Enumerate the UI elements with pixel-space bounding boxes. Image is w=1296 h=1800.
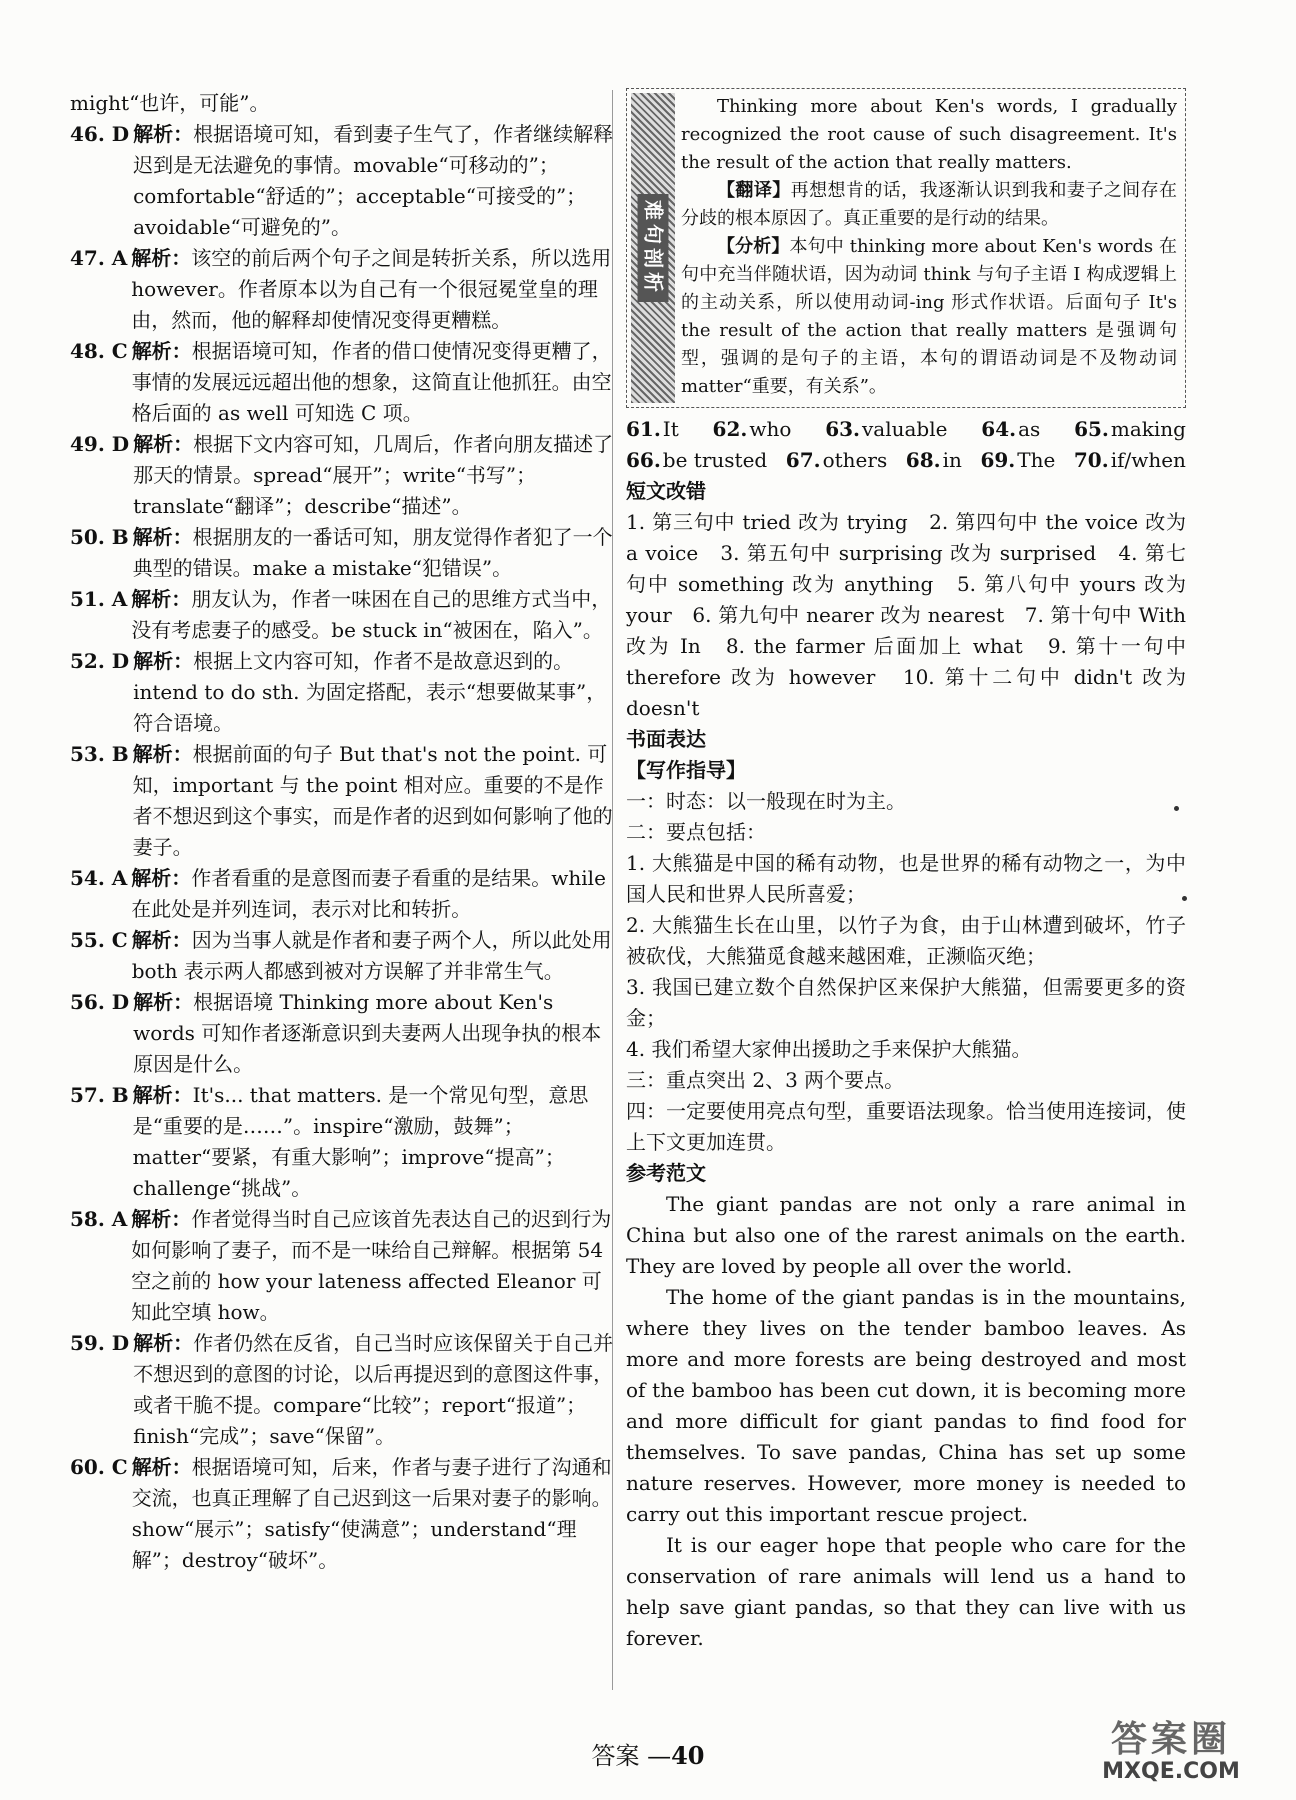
item-number: 50. B	[70, 525, 129, 549]
box-side-banner	[631, 93, 675, 403]
item-text: 根据语境可知，后来，作者与妻子进行了沟通和交流，也真正理解了自己迟到这一后果对妻子的影响。show“展示”；satisfy“使满意”；understand“理解”；destroy“破坏”。	[131, 1455, 612, 1572]
answers-row-1	[626, 414, 1186, 445]
answer-item	[70, 243, 615, 336]
item-text: 作者仍然在反省，自己当时应该保留关于自己并不想迟到的意图的讨论，以后再提迟到的意图这件事，或者干脆不提。compare“比较”；report“报道”；finish“完成”；save“保留”。	[133, 1331, 614, 1448]
item-text: 根据语境可知，作者的借口使情况变得更糟了，事情的发展远远超出他的想象，这简直让他抓狂。由空格后面的 as well 可知选 C 项。	[131, 339, 612, 425]
answer-number: 67.	[785, 448, 821, 472]
item-label: 解析：	[131, 339, 192, 363]
answer-entry	[1074, 445, 1186, 476]
item-label: 解析：	[132, 525, 193, 549]
item-number: 60. C	[70, 1455, 128, 1479]
guide-line: 一：时态：以一般现在时为主。	[626, 789, 906, 813]
answer-word: if/when	[1110, 448, 1186, 472]
answer-word: valuable	[862, 417, 948, 441]
item-body	[133, 987, 615, 1080]
item-number: 46. D	[70, 122, 130, 146]
answer-entry	[713, 414, 792, 445]
item-body	[131, 863, 615, 925]
answer-number: 66.	[626, 448, 661, 472]
item-body	[133, 1080, 615, 1204]
guide-line: 3. 我国已建立数个自然保护区来保护大熊猫，但需要更多的资金；	[626, 975, 1186, 1030]
left-column	[70, 88, 615, 1576]
item-text: 根据语境 Thinking more about Ken's words 可知作者逐渐意识到夫妻两人出现争执的根本原因是什么。	[133, 990, 602, 1076]
item-number: 49. D	[70, 432, 130, 456]
item-label: 解析：	[131, 246, 192, 270]
answer-item	[70, 646, 615, 739]
item-label: 解析：	[132, 1083, 193, 1107]
answers-row-2	[626, 445, 1186, 476]
correction-heading: 短文改错	[626, 479, 706, 503]
item-text: It's... that matters. 是一个常见句型，意思是“重要的是……”。inspire“激励，鼓舞”；matter“要紧，有重大影响”；improve“提高”；challenge“挑战”。	[132, 1083, 589, 1200]
answer-entry	[981, 414, 1040, 445]
item-text: 因为当事人就是作者和妻子两个人，所以此处用 both 表示两人都感到被对方误解了并非常生气。	[131, 928, 612, 983]
item-text: 根据朋友的一番话可知，朋友觉得作者犯了一个典型的错误。make a mistake“犯错误”。	[132, 525, 613, 580]
item-number: 47. A	[70, 246, 128, 270]
analysis-sentence: Thinking more about Ken's words, I gradually recognized the root cause of such disagreement. It's the result of the action that really matters.	[681, 96, 1177, 173]
answer-item	[70, 119, 615, 243]
analysis-label: 【分析】	[717, 236, 790, 257]
correction-text: 1. 第三句中 tried 改为 trying 2. 第四句中 the voice 改为 a voice 3. 第五句中 surprising 改为 surprised 4. 第七句中 something 改为 anything 5. 第八句中 yours 改为 your 6. 第九句中 nearer 改为 nearest 7. 第十句中 With 改为 In 8. the farmer 后面加上 what 9. 第十一句中 therefore 改为 however 10. 第十二句中 didn't 改为 doesn't	[626, 510, 1186, 720]
answer-number: 69.	[980, 448, 1016, 472]
item-body	[133, 522, 615, 584]
item-number: 53. B	[70, 742, 129, 766]
answer-explanations	[70, 119, 615, 1576]
item-body	[132, 1452, 615, 1576]
essay-paragraph: The home of the giant pandas is in the mountains, where they lives on the tender bamboo leaves. As more and more forests are being destroyed and most of the bamboo has been cut down, it is becoming more and more difficult for giant pandas to find food for themselves. To save pandas, China has set up some nature reserves. However, more money is needed to carry out this important rescue project.	[626, 1285, 1186, 1526]
item-body	[131, 243, 615, 336]
speck	[1182, 896, 1187, 901]
translation-label: 【翻译】	[717, 180, 791, 201]
writing-guide-heading: 【写作指导】	[626, 758, 746, 782]
item-number: 56. D	[70, 990, 130, 1014]
answer-item	[70, 1204, 615, 1328]
item-label: 解析：	[132, 742, 193, 766]
answer-item	[70, 1452, 615, 1576]
item-label: 解析：	[133, 1331, 194, 1355]
answer-item	[70, 739, 615, 863]
answer-item	[70, 429, 615, 522]
sentence-analysis-box	[626, 88, 1186, 408]
analysis-text: 本句中 thinking more about Ken's words 在句中充当伴随状语，因为动词 think 与句子主语 I 构成逻辑上的主动关系，所以使用动词-ing 形式作状语。后面句子 It's the result of the action that really matters 是强调句型，强调的是句子的主语，本句的谓语动词是不及物动词 matter“重要，有关系”。	[681, 236, 1177, 397]
item-body	[133, 429, 615, 522]
watermark-logo	[1066, 1720, 1276, 1786]
answer-number: 65.	[1074, 417, 1109, 441]
answer-entry	[906, 445, 962, 476]
answer-number: 68.	[905, 448, 941, 472]
item-number: 51. A	[70, 587, 128, 611]
guide-line: 4. 我们希望大家伸出援助之手来保护大熊猫。	[626, 1037, 1032, 1061]
answer-entry	[1074, 414, 1186, 445]
item-text: 朋友认为，作者一味困在自己的思维方式当中，没有考虑妻子的感受。be stuck in“被困在，陷入”。	[131, 587, 612, 642]
translation	[681, 177, 1177, 233]
sample-essay	[626, 1189, 1186, 1654]
item-text: 根据下文内容可知，几周后，作者向朋友描述了那天的情景。spread“展开”；write“书写”；translate“翻译”；describe“描述”。	[133, 432, 614, 518]
item-body	[133, 739, 615, 863]
item-number: 58. A	[70, 1207, 128, 1231]
item-label: 解析：	[131, 866, 192, 890]
item-body	[133, 646, 615, 739]
watermark-url: MXQE.COM	[1102, 1759, 1240, 1784]
answer-entry	[786, 445, 887, 476]
item-body	[133, 119, 615, 243]
answer-number: 61.	[626, 417, 661, 441]
guide-line: 四：一定要使用亮点句型，重要语法现象。恰当使用连接词，使上下文更加连贯。	[626, 1099, 1186, 1154]
right-column	[626, 88, 1186, 1654]
item-number: 55. C	[70, 928, 128, 952]
answer-number: 62.	[712, 417, 748, 441]
answer-entry	[825, 414, 947, 445]
answer-item	[70, 1328, 615, 1452]
answer-word: It	[662, 417, 679, 441]
item-label: 解析：	[131, 587, 192, 611]
item-label: 解析：	[133, 432, 194, 456]
item-number: 48. C	[70, 339, 128, 363]
answer-item	[70, 925, 615, 987]
item-body	[131, 584, 615, 646]
footer-label: 答案 —	[591, 1742, 672, 1770]
item-number: 57. B	[70, 1083, 129, 1107]
answer-number: 70.	[1073, 448, 1109, 472]
answer-word: in	[942, 448, 962, 472]
answer-item	[70, 1080, 615, 1204]
item-text: 根据前面的句子 But that's not the point. 可知，important 与 the point 相对应。重要的不是作者不想迟到这个事实，而是作者的迟到如何影响了他的妻子。	[132, 742, 613, 859]
essay-paragraph: The giant pandas are not only a rare animal in China but also one of the rarest animals on the earth. They are loved by people all over the world.	[626, 1192, 1186, 1278]
answer-word: be trusted	[662, 448, 768, 472]
answer-item	[70, 336, 615, 429]
answer-word: who	[749, 417, 792, 441]
item-label: 解析：	[133, 122, 194, 146]
answer-entry	[626, 414, 679, 445]
answer-item	[70, 987, 615, 1080]
item-text: 该空的前后两个句子之间是转折关系，所以选用 however。作者原本以为自己有一个很冠冕堂皇的理由，然而，他的解释却使情况变得更糟糕。	[131, 246, 612, 332]
answer-item	[70, 584, 615, 646]
guide-line: 1. 大熊猫是中国的稀有动物，也是世界的稀有动物之一，为中国人民和世界人民所喜爱；	[626, 851, 1186, 906]
item-body	[133, 1328, 615, 1452]
writing-heading: 书面表达	[626, 727, 706, 751]
answer-word: making	[1110, 417, 1186, 441]
speck	[1174, 806, 1179, 811]
essay-paragraph: It is our eager hope that people who care for the conservation of rare animals will lend us a hand to help save giant pandas, so that they can live with us forever.	[626, 1533, 1186, 1650]
guide-line: 2. 大熊猫生长在山里，以竹子为食，由于山林遭到破坏，竹子被砍伐，大熊猫觅食越来越困难，正濒临灭绝；	[626, 913, 1186, 968]
item-text: 根据语境可知，看到妻子生气了，作者继续解释迟到是无法避免的事情。movable“可移动的”；comfortable“舒适的”；acceptable“可接受的”；avoidable“可避免的”。	[133, 122, 614, 239]
translation-text: 再想想肯的话，我逐渐认识到我和妻子之间存在分歧的根本原因了。真正重要的是行动的结果。	[681, 180, 1178, 229]
analysis	[681, 233, 1177, 401]
item-label: 解析：	[131, 1207, 192, 1231]
answer-entry	[626, 445, 767, 476]
answer-item	[70, 522, 615, 584]
item-label: 解析：	[131, 928, 192, 952]
writing-guide	[626, 786, 1186, 1158]
box-side-label: 难句剖析	[638, 194, 669, 302]
item-number: 52. D	[70, 649, 130, 673]
item-number: 54. A	[70, 866, 128, 890]
answer-word: as	[1018, 417, 1041, 441]
answer-word: The	[1017, 448, 1056, 472]
intro-line: might“也许，可能”。	[70, 91, 270, 115]
item-label: 解析：	[131, 1455, 192, 1479]
answer-number: 64.	[981, 417, 1017, 441]
item-label: 解析：	[133, 990, 194, 1014]
item-number: 59. D	[70, 1331, 130, 1355]
item-body	[131, 1204, 615, 1328]
answer-number: 63.	[825, 417, 860, 441]
watermark-logo-text: 答案圈	[1110, 1719, 1231, 1760]
answer-entry	[980, 445, 1055, 476]
page-number: 40	[671, 1741, 705, 1770]
item-body	[132, 925, 615, 987]
answer-item	[70, 863, 615, 925]
sample-heading: 参考范文	[626, 1161, 706, 1185]
answer-word: others	[822, 448, 888, 472]
item-text: 作者看重的是意图而妻子看重的是结果。while 在此处是并列连词，表示对比和转折。	[131, 866, 606, 921]
guide-line: 二：要点包括：	[626, 820, 766, 844]
item-text: 根据上文内容可知，作者不是故意迟到的。intend to do sth. 为固定搭配，表示“想要做某事”，符合语境。	[133, 649, 607, 735]
item-body	[132, 336, 615, 429]
guide-line: 三：重点突出 2、3 两个要点。	[626, 1068, 905, 1092]
item-text: 作者觉得当时自己应该首先表达自己的迟到行为如何影响了妻子，而不是一味给自己辩解。根据第 54 空之前的 how your lateness affected Eleanor 可知此空填 how。	[131, 1207, 612, 1324]
item-label: 解析：	[133, 649, 194, 673]
